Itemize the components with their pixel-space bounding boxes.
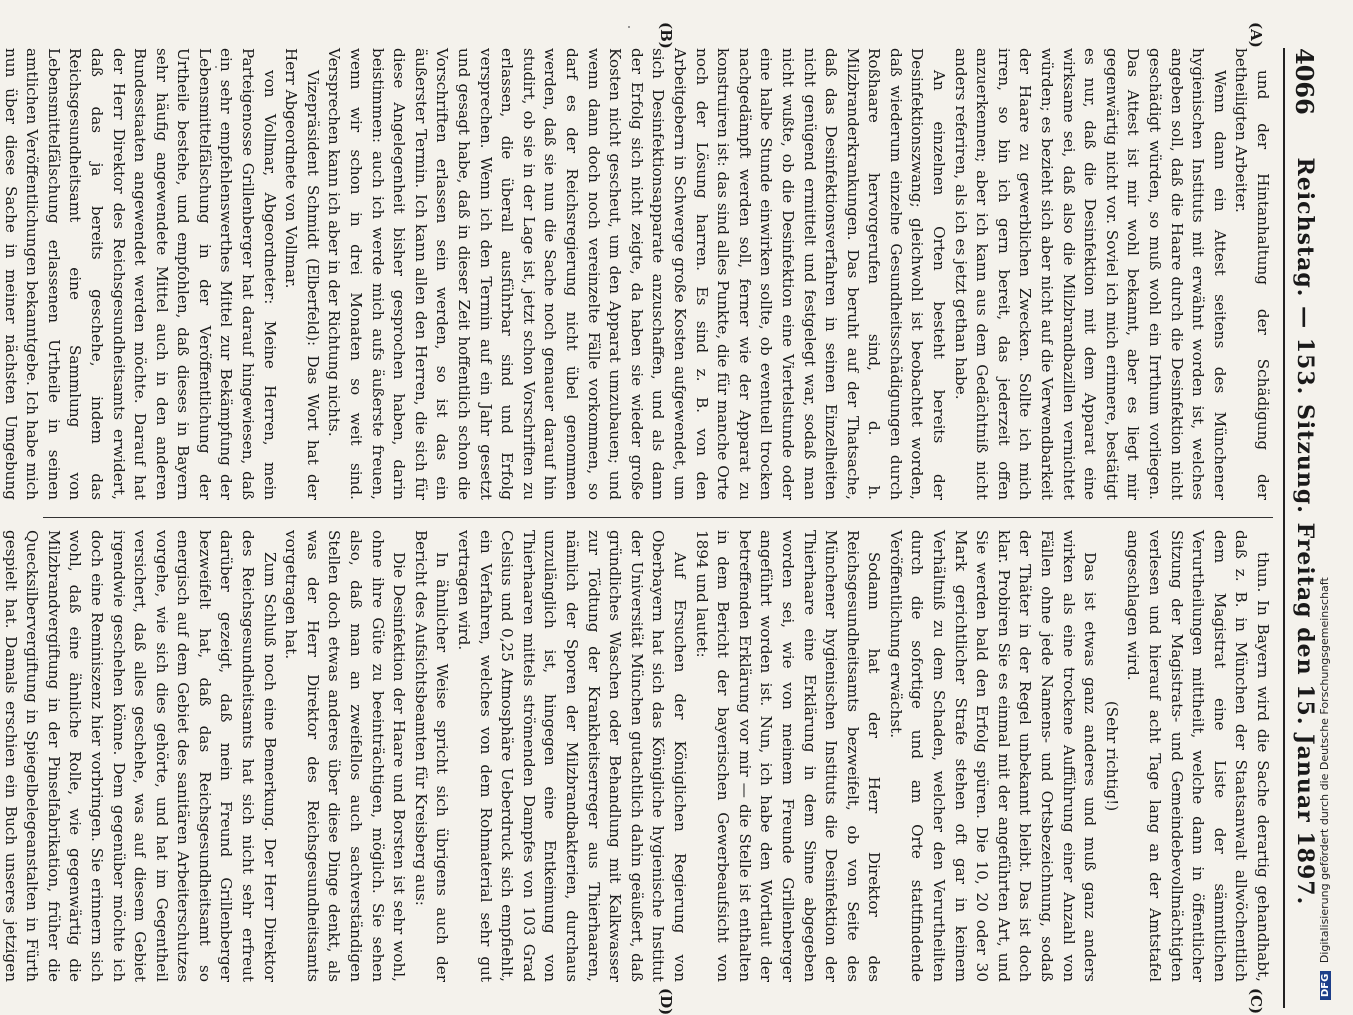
paragraph: Auf Ersuchen der Königlichen Regierung von Oberbayern hat sich das Königliche hygienische Institut der Universität München gutachtlich dahin geäußert, daß gründliches Waschen oder Behandlung mit Kalkwasser zur Tödtung der Krankheitserreger aus Thierhaaren, nämlich der Sporen der Milzbrandbakterien, durchaus unzulänglich ist, hingegen eine Entkeimung von Thierhaaren mittels strömenden Dampfes von 103 Grad Celsius und 0,25 Atmosphäre Ueberdruck sich empfiehlt, ein Verfahren, welches von dem Rohmaterial sehr gut vertragen wird.	[455, 530, 689, 982]
digitization-credit-text: Digitalisierung gefördert durch die Deutsche Forschungsgemeinschaft	[1318, 577, 1331, 964]
rotated-page-content	[1, 22, 1325, 1015]
margin-marker-c: (C)	[1247, 988, 1265, 1015]
paragraph: Wenn dann ein Attest seitens des Münchener hygienischen Instituts mit erwähnt worden ist, welches angeben soll, daß die Haare durch die Desinfektion nicht geschädigt würden, so muß wohl ein Irrthum vorliegen. Das Attest ist mir wohl bekannt, aber es liegt mir gegenwärtig nicht vor. Soviel ich mich erinnere, bestätigt es nur, daß die Desinfektion mit dem Apparat eine wirksame sei, daß also die Milzbrandbazillen vernichtet würden; es bezieht sich aber nicht auf die Verwendbarkeit der Haare zu gewerblichen Zwecken. Sollte ich mich irren, so bin ich gern bereit, das jederzeit offen anzuerkennen; aber ich kann aus dem Gedächtniß nicht anders referiren, als ich es jetzt gethan habe.	[951, 48, 1229, 500]
paragraph: Sodann hat der Herr Direktor des Reichsgesundheitsamts bezweifelt, ob von Seite des Münchener hygienischen Instituts die Desinfektion der Thierhaare eine Erklärung in dem Sinne abgegeben worden sei, wie von meinem Freunde Grillenberger angeführt worden ist. Nun, ich habe den Wortlaut der betreffenden Erklärung vor mir — die Stelle ist enthalten in dem Bericht der bayerischen Gewerbeaufsicht von 1894 und lautet:	[692, 530, 884, 982]
page-number: 4066	[1290, 48, 1320, 115]
paragraph: An einzelnen Orten besteht bereits der Desinfektionszwang; gleichwohl ist beobachtet worden, daß wiederum einzelne Gesundheitsschädigungen durch Roßhaare hervorgerufen sind, d. h. Milzbranderkrankungen. Das beruht auf der Thatsache, daß das Desinfektionsverfahren in seinen Einzelheiten nicht genügend ermittelt und festgelegt war, sodaß man nicht wußte, ob die Desinfektion eine Viertelstunde oder eine halbe Stunde einwirken sollte, ob eventuell trocken nachgedämpft werden soll, ferner wie der Apparat zu konstruiren ist: das sind alles Punkte, die für manche Orte noch der Lösung harren. Es sind z. B. von den Arbeitgebern in Schwerge große Kosten aufgewendet, um sich Desinfektionsapparate anzuschaffen, und als dann der Erfolg sich nicht zeigte, da haben sie wieder große Kosten nicht gescheut, um den Apparat umzubauen; und wenn dann doch noch vereinzelte Fälle vorkommen, so darf es der Reichsregierung nicht übel genommen werden, daß sie nun die Sache noch genauer darauf hin studirt, ob sie in der Lage ist, jetzt schon Vorschriften zu erlassen, die überall ausführbar sind und Erfolg versprechen. Wenn ich den Termin auf ein Jahr gesetzt und gesagt habe, daß in dieser Zeit hoffentlich schon die Vorschriften erlassen sein werden, so ist das ein äußerster Termin. Ich kann allen den Herren, die sich für diese Angelegenheit bisher gesprochen haben, darin beistimmen: auch ich werde mich aufs äußerste freuen, wenn wir schon in drei Monaten so weit sind. Versprechen kann ich aber in der Richtung nichts.	[325, 48, 949, 500]
dfg-logo: DFG	[1320, 971, 1331, 1000]
paragraph: Vizepräsident Schmidt (Elberfeld): Das Wort hat der Herr Abgeordnete von Vollmar.	[282, 48, 322, 500]
scan-speck	[628, 26, 630, 28]
paragraph: und der Hintanhaltung der Schädigung der betheiligten Arbeiter.	[1232, 48, 1272, 500]
margin-marker-d: (D)	[657, 988, 675, 1015]
page-title: Reichstag. — 153. Sitzung. Freitag den 15. Januar 1897.	[1292, 157, 1318, 906]
paragraph: Die Desinfektion der Haare und Borsten ist sehr wohl, ohne ihre Güte zu beeinträchtigen, möglich. Sie sehen also, daß man an zweifellos auch sachverständigen Stellen doch etwas anderes über diese Dinge denkt, als was der Herr Direktor des Reichsgesundheitsamts vorgetragen hat.	[282, 530, 409, 982]
paragraph: In ähnlicher Weise spricht sich übrigens auch der Bericht des Aufsichtsbeamten für Kreisberg aus:	[411, 530, 452, 982]
paragraph: thun. In Bayern wird die Sache derartig gehandhabt, daß z. B. in München der Staatsanwalt allwöchentlich dem Magistrat eine Liste der sämmtlichen Verurtheilungen mittheilt, welche dann in öffentlicher Sitzung der Magistrats- und Gemeindebevollmächtigten verlesen und hierauf acht Tage lang an der Amtstafel angeschlagen wird.	[1124, 530, 1272, 982]
paragraph: Das ist etwas ganz anderes und muß ganz anders wirken als eine trockene Aufführung einer Anzahl von Fällen ohne jede Namens- und Ortsbezeichnung, sodaß der Thäter in der Regel unbekannt bleibt. Das ist doch klar. Probiren Sie es einmal mit der angeführten Art, und Sie werden bald den Erfolg spüren. Die 10, 20 oder 30 Mark gerichtlicher Strafe stehen oft gar in keinem Verhältniß zu dem Schaden, welcher den Verurtheilten durch die sofortige und am Orte stattfindende Veröffentlichung erwächst.	[886, 530, 1100, 982]
column-right	[1, 530, 1273, 982]
margin-marker-a: (A)	[1247, 22, 1265, 48]
paragraph: (Sehr richtig!)	[1102, 700, 1121, 812]
margin-marker-b: (B)	[657, 22, 675, 49]
column-left	[1, 48, 1273, 500]
paragraph: von Vollmar, Abgeordneter: Meine Herren, mein Parteigenosse Grillenberger hat darauf hingewiesen, daß ein sehr empfehlenswerthes Mittel zur Bekämpfung der Lebensmittelfälschung in der Veröffentlichung der Urtheile bestehe, und empfohlen, daß dieses in Bayern sehr häufig angewendete Mittel auch in den anderen Bundesstaaten angewendet werden möchte. Darauf hat der Herr Direktor des Reichsgesundheitsamts erwidert, daß das ja bereits geschehe, indem das Reichsgesundheitsamt eine Sammlung von Lebensmittelfälschung erlassenen Urtheile in seinen amtlichen Veröffentlichungen bekanntgebe. Ich habe mich nun über diese Sache in meiner nächsten Umgebung	[1, 48, 279, 500]
scan-speck	[215, 66, 217, 68]
paragraph: Zum Schluß noch eine Bemerkung. Der Herr Direktor des Reichsgesundheitsamts hat sich nicht sehr erfreut darüber gezeigt, daß mein Freund Grillenberger bezweifelt hat, daß das Reichsgesundheitsamt so energisch auf dem Gebiet des sanitären Arbeiterschutzes vorgehe, wie sich dies gehörte, und hat im Gegentheil versichert, daß alles geschehe, was auf diesem Gebiet irgendwie geschehen könne. Dem gegenüber möchte ich doch eine Reminiszenz hier vorbringen. Sie erinnern sich wohl, daß eine ähnliche Rolle, wie gegenwärtig die Milzbrandvergiftung in der Pinselfabrikation, früher die Quecksilbervergiftung in Spiegelbelegeanstalten in Fürth gespielt hat. Damals erschien ein Buch unseres jetzigen	[1, 530, 279, 982]
digitization-credit	[1318, 577, 1331, 1000]
column-divider	[43, 517, 1273, 518]
